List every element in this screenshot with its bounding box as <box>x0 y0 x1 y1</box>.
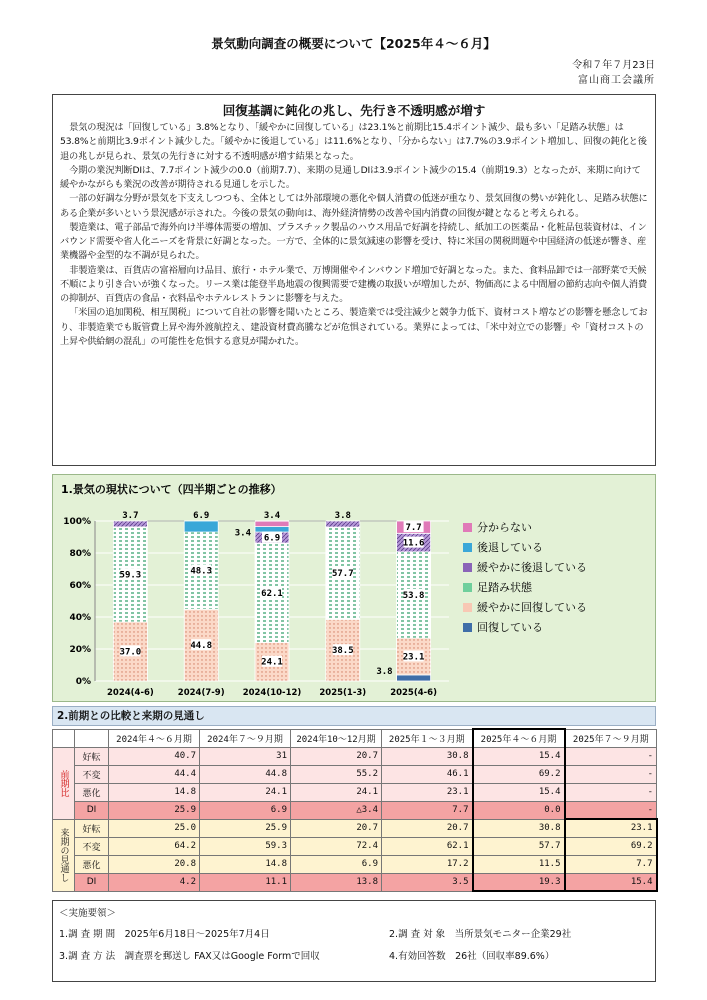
y-tick-label: 20% <box>69 645 91 655</box>
table-cell: 13.8 <box>291 873 382 891</box>
table-row <box>53 855 657 873</box>
table-title: 2.前期との比較と来期の見通し <box>52 706 656 726</box>
table-cell: 23.1 <box>565 819 657 837</box>
row-label: DI <box>75 801 109 819</box>
row-label: 悪化 <box>75 783 109 801</box>
table-cell: 30.8 <box>382 747 473 765</box>
x-tick-label: 2025(4-6) <box>390 688 437 698</box>
table-cell: 14.8 <box>109 783 200 801</box>
data-label: 3.8 <box>376 666 393 677</box>
table-cell: 0.0 <box>473 801 565 819</box>
implementation-item: 3.調 査 方 法 調査票を郵送し FAX又はGoogle Formで回収 <box>59 951 320 962</box>
bar-segment <box>113 521 147 527</box>
table-cell: - <box>565 801 657 819</box>
table-cell: 23.1 <box>382 783 473 801</box>
legend-swatch <box>463 543 472 552</box>
table-cell: 14.8 <box>200 855 291 873</box>
data-label: 6.9 <box>263 533 281 544</box>
table-cell: 15.4 <box>473 747 565 765</box>
column-header: 2024年10～12月期 <box>291 729 382 747</box>
data-label: 3.4 <box>263 511 281 522</box>
chart-panel <box>52 474 656 702</box>
row-label: 不変 <box>75 837 109 855</box>
table-cell: 19.3 <box>473 873 565 891</box>
row-label: 悪化 <box>75 855 109 873</box>
row-label: 不変 <box>75 765 109 783</box>
table-cell: 72.4 <box>291 837 382 855</box>
legend-label: 足踏み状態 <box>477 581 532 594</box>
column-header: 2025年４～６月期 <box>473 729 565 747</box>
y-tick-label: 0% <box>75 677 91 687</box>
data-label: 3.8 <box>334 511 351 521</box>
data-label: 7.7 <box>405 523 422 534</box>
bar-segment <box>255 527 289 532</box>
table-cell: 11.1 <box>200 873 291 891</box>
table-cell: 11.5 <box>473 855 565 873</box>
legend-swatch <box>463 603 472 612</box>
table-cell: 20.8 <box>109 855 200 873</box>
data-label: 23.1 <box>402 652 425 663</box>
data-label: 37.0 <box>119 647 142 658</box>
data-label: 6.9 <box>193 511 210 521</box>
table-row <box>53 747 657 765</box>
legend-label: 後退している <box>477 541 543 554</box>
summary-box <box>52 94 656 466</box>
header-blank <box>53 729 75 747</box>
table-cell: △3.4 <box>291 801 382 819</box>
table-cell: - <box>565 783 657 801</box>
data-label: 3.4 <box>234 528 251 539</box>
y-tick-label: 40% <box>69 613 91 623</box>
table-cell: 15.4 <box>565 873 657 891</box>
row-group-label: 前期比 <box>53 747 75 819</box>
legend-swatch <box>463 523 472 532</box>
table-cell: 25.0 <box>109 819 200 837</box>
table-cell: 25.9 <box>109 801 200 819</box>
table-cell: 57.7 <box>473 837 565 855</box>
legend-swatch <box>463 563 472 572</box>
data-label: 59.3 <box>119 570 142 581</box>
data-label: 53.8 <box>402 590 425 601</box>
table-cell: 20.7 <box>291 819 382 837</box>
table-cell: 46.1 <box>382 765 473 783</box>
table-cell: 15.4 <box>473 783 565 801</box>
legend-label: 分からない <box>477 521 532 534</box>
chart-legend <box>463 520 587 634</box>
y-tick-label: 80% <box>69 549 91 559</box>
stacked-bar-chart <box>53 475 655 701</box>
table-row <box>53 783 657 801</box>
x-tick-label: 2024(7-9) <box>177 688 225 698</box>
column-header: 2025年１～３月期 <box>382 729 473 747</box>
x-tick-label: 2024(4-6) <box>107 688 154 698</box>
legend-label: 緩やかに後退している <box>477 561 587 574</box>
organization-name: 富山商工会議所 <box>578 75 655 86</box>
data-label: 48.3 <box>190 566 213 577</box>
legend-label: 回復している <box>477 621 543 634</box>
table-cell: 31 <box>200 747 291 765</box>
data-label: 24.1 <box>261 657 283 668</box>
row-group-label: 来期の見通し <box>53 819 75 891</box>
table-cell: 7.7 <box>565 855 657 873</box>
implementation-heading: ＜実施要領＞ <box>59 908 117 919</box>
table-cell: 24.1 <box>291 783 382 801</box>
column-header: 2024年４～６月期 <box>109 729 200 747</box>
row-label: 好転 <box>75 819 109 837</box>
table-cell: 7.7 <box>382 801 473 819</box>
table-cell: 6.9 <box>291 855 382 873</box>
plot-area <box>63 511 449 698</box>
table-row <box>53 837 657 855</box>
table-row <box>53 873 657 891</box>
row-label: 好転 <box>75 747 109 765</box>
comparison-table <box>52 728 658 892</box>
table-cell: 30.8 <box>473 819 565 837</box>
paragraph: 製造業は、電子部品で海外向け半導体需要の増加、プラスチック製品のハウス用品で好調を持続し、紙加工の医薬品・化粧品包装資材は、インバウンド需要や省人化ニーズを背景に好調となった。一方で、全体的に景気減速の影響を受け、特に米国の関税問題や中国経済の低迷が響き、産業機器や金型的な不調が見られた。 <box>60 221 647 262</box>
chart-title: 1.景気の現状について（四半期ごとの推移） <box>61 483 282 496</box>
data-label: 11.6 <box>402 538 425 549</box>
comparison-table-section <box>52 706 656 894</box>
table-cell: 44.8 <box>200 765 291 783</box>
table-cell: 6.9 <box>200 801 291 819</box>
report-date: 令和７年７月23日 <box>572 60 655 71</box>
paragraph: 今期の業況判断DIは、7.7ポイント減少の0.0（前期7.7）、来期の見通しDIは3.9ポイント減少の15.4（前期19.3）となったが、来期に向けて緩やかながらも業況の改善が期待される見通しを示した。 <box>60 164 641 190</box>
table-row <box>53 765 657 783</box>
paragraph: 景気の現況は「回復している」3.8%となり、「緩やかに回復している」は23.1%と前期比15.4ポイント減少、最も多い「足踏み状態」は53.8%と前期比3.9ポイント減少した。「緩やかに後退している」は11.6%となり、「分からない」は7.7%の3.9ポイント増加し、回復の鈍化と後退の兆しが見られ、景気の先行きに対する不透明感が増す結果となった。 <box>60 122 647 162</box>
summary-paragraphs <box>60 121 648 349</box>
data-label: 3.7 <box>122 511 139 521</box>
paragraph: 一部の好調な分野が景気を下支えしつつも、全体としては外部環境の悪化や個人消費の低迷が重なり、景気回復の勢いが鈍化し、足踏み状態にある企業が多いという景況感が示された。今後の景気の動向は、海外経済情勢の改善や国内消費の回復が鍵となると考えられる。 <box>60 193 648 219</box>
paragraph: 「米国の追加関税、相互関税」について自社の影響を聞いたところ、製造業では受注減少と競争力低下、資材コスト増などの影響を懸念しており、非製造業でも販管費上昇や海外渡航控え、建設資材費高騰などが危惧されている。業界によっては、「米中対立での影響」や「資材コストの上昇や供給網の混乱」の可能性を危惧する意見が聞かれた。 <box>60 307 648 347</box>
table-cell: 25.9 <box>200 819 291 837</box>
data-label: 57.7 <box>331 569 354 580</box>
x-tick-label: 2025(1-3) <box>319 688 367 698</box>
bar-segment <box>255 521 289 526</box>
headline: 回復基調に鈍化の兆し、先行き不透明感が増す <box>222 103 486 118</box>
column-header: 2025年７～９月期 <box>565 729 657 747</box>
table-cell: 64.2 <box>109 837 200 855</box>
bar-segment <box>184 521 218 532</box>
table-cell: 69.2 <box>565 837 657 855</box>
table-cell: 20.7 <box>382 819 473 837</box>
table-row <box>53 801 657 819</box>
table-cell: 24.1 <box>200 783 291 801</box>
table-cell: 55.2 <box>291 765 382 783</box>
implementation-item: 1.調 査 期 間 2025年6月18日～2025年7月4日 <box>59 929 270 940</box>
header-blank <box>75 729 109 747</box>
implementation-item: 4.有効回答数 26社（回収率89.6%） <box>389 951 555 962</box>
table-cell: 69.2 <box>473 765 565 783</box>
bar-segment <box>397 675 431 681</box>
table-cell: 3.5 <box>382 873 473 891</box>
table-cell: 44.4 <box>109 765 200 783</box>
data-label: 62.1 <box>261 588 283 599</box>
column-header: 2024年７～９月期 <box>200 729 291 747</box>
implementation-item: 2.調 査 対 象 当所景気モニター企業29社 <box>389 929 572 940</box>
implementation-box <box>52 900 656 982</box>
paragraph: 非製造業は、百貨店の富裕層向け品目、旅行・ホテル業で、万博開催やインバウンド増加で好調となった。また、食料品卸では一部野菜で天候不順により引き合いが強くなった。リース業は能登半島地震の復興需要で建機の取扱いが増加したが、物価高による中間層の節約志向や個人消費の抑制が、百貨店の食品・衣料品やホテルレストランに影響を与えた。 <box>60 264 647 304</box>
legend-label: 緩やかに回復している <box>477 601 587 614</box>
table-cell: 20.7 <box>291 747 382 765</box>
data-label: 44.8 <box>190 641 213 652</box>
table-header-row <box>53 729 657 747</box>
table-cell: 4.2 <box>109 873 200 891</box>
table-cell: 17.2 <box>382 855 473 873</box>
row-label: DI <box>75 873 109 891</box>
y-tick-label: 60% <box>69 581 91 591</box>
table-row <box>53 819 657 837</box>
x-tick-label: 2024(10-12) <box>242 688 302 698</box>
table-cell: 59.3 <box>200 837 291 855</box>
table-cell: - <box>565 747 657 765</box>
table-cell: 40.7 <box>109 747 200 765</box>
data-label: 38.5 <box>331 646 354 657</box>
table-cell: 62.1 <box>382 837 473 855</box>
bar-segment <box>326 521 360 527</box>
y-tick-label: 100% <box>63 517 91 527</box>
table-cell: - <box>565 765 657 783</box>
legend-swatch <box>463 583 472 592</box>
legend-swatch <box>463 623 472 632</box>
document-title: 景気動向調査の概要について【2025年４～６月】 <box>211 36 496 51</box>
